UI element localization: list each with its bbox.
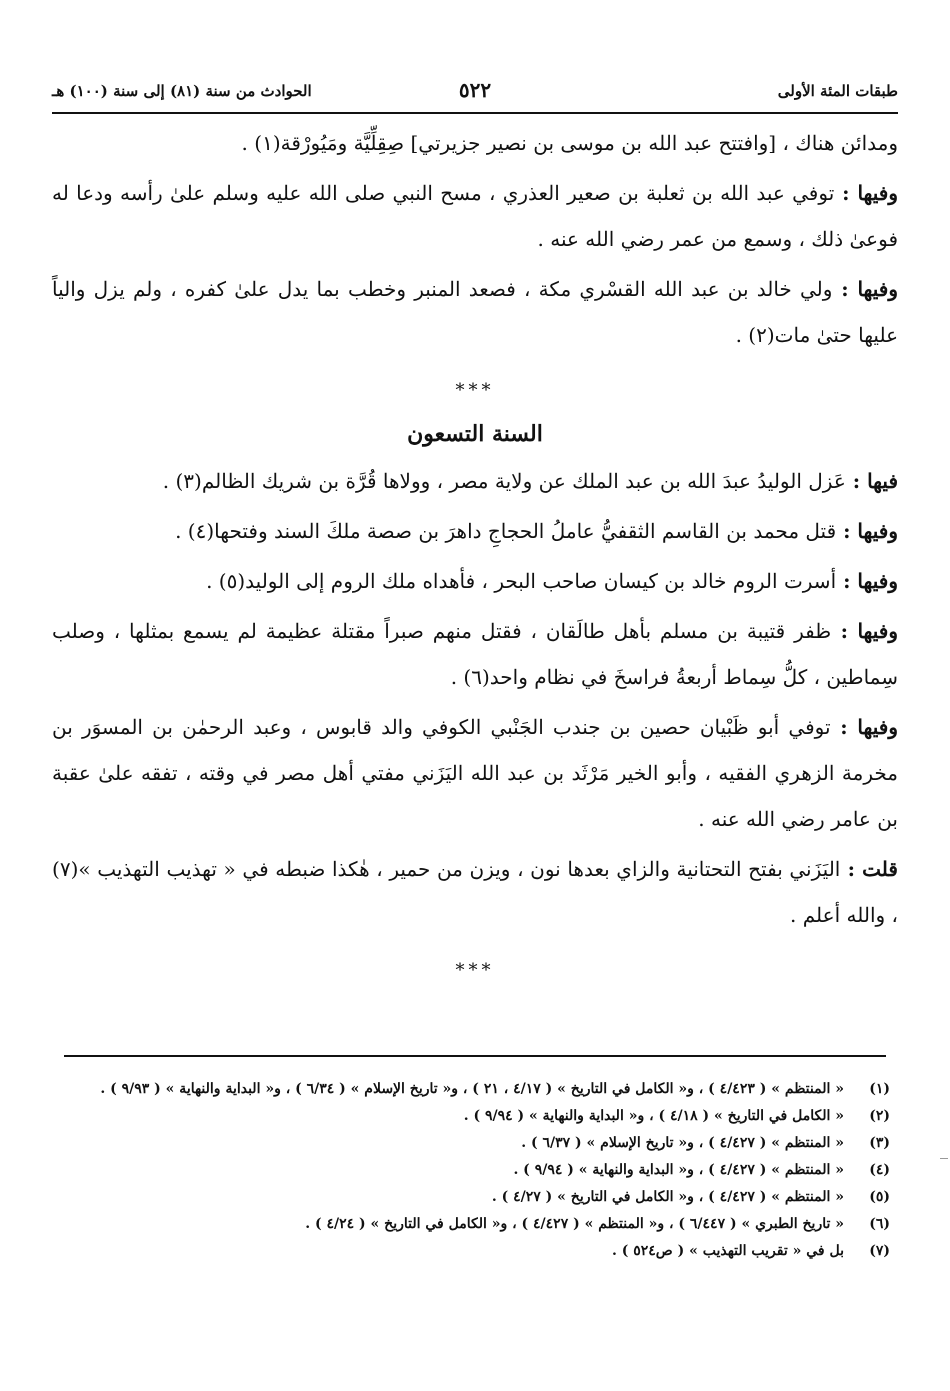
paragraph-lead: قلت : xyxy=(840,857,898,881)
paragraph-lead: وفيها : xyxy=(830,715,898,739)
footnote-text: « المنتظم » ( ٤/٤٢٣ ) ، و« الكامل في التاريخ » ( ٤/١٧ ، ٢١ ) ، و« تاريخ الإسلام » ( ٦/٣٤ ) ، و« البداية والنهاية » ( ٩/٩٣ ) . xyxy=(100,1081,844,1097)
paragraph-text: أسرت الروم خالد بن كيسان صاحب البحر ، فأهداه ملك الروم إلى الوليد(٥) . xyxy=(206,569,837,593)
section-range: الحوادث من سنة (٨١) إلى سنة (١٠٠) هـ xyxy=(52,82,312,100)
page-number: ٥٢٢ xyxy=(458,78,492,102)
paragraph-5 xyxy=(52,508,898,554)
footnote xyxy=(64,1157,890,1184)
footnote-text: « المنتظم » ( ٤/٤٢٧ ) ، و« تاريخ الإسلام » ( ٦/٣٧ ) . xyxy=(521,1135,844,1151)
paragraph-text: عَزل الوليدُ عبدَ الله بن عبد الملك عن ولاية مصر ، وولاها قُرَّة بن شريك الظالم(٣) . xyxy=(162,469,846,493)
footnote-text: بل في « تقريب التهذيب » ( ص٥٢٤ ) . xyxy=(611,1243,844,1259)
footnote-number: (١) xyxy=(869,1081,890,1097)
footnotes xyxy=(64,1076,890,1265)
paragraph-lead: وفيها : xyxy=(836,569,898,593)
header-rule xyxy=(52,112,898,114)
footnote-number: (٣) xyxy=(869,1135,890,1151)
scan-margin-mark xyxy=(940,1158,948,1159)
footnote-number: (٧) xyxy=(869,1243,890,1259)
footnote-text: « المنتظم » ( ٤/٤٢٧ ) ، و« الكامل في التاريخ » ( ٤/٢٧ ) . xyxy=(491,1189,844,1205)
paragraph-text: ظفر قتيبة بن مسلم بأهل طالَقان ، فقتل منهم صبراً مقتلة عظيمة لم يسمع بمثلها ، وصلب سِماطين ، كلُّ سِماط أربعةُ فراسخَ في نظام واحد(٦) . xyxy=(52,619,898,689)
footnote xyxy=(64,1184,890,1211)
paragraph-text: ومدائن هناك ، [وافتتح عبد الله بن موسى بن نصير جزيرتي] صِقِلِّيَّة ومَيُورْقة(١) . xyxy=(241,131,898,155)
paragraph-lead: وفيها : xyxy=(832,277,899,301)
paragraph-9 xyxy=(52,846,898,938)
main-text xyxy=(52,120,898,996)
footnote xyxy=(64,1130,890,1157)
paragraph-1 xyxy=(52,120,898,166)
paragraph-lead: وفيها : xyxy=(831,619,899,643)
footnote-number: (٥) xyxy=(869,1189,890,1205)
paragraph-text: قتل محمد بن القاسم الثقفيُّ عاملُ الحجاجِ داهرَ بن صصة ملكَ السند وفتحها(٤) . xyxy=(175,519,837,543)
paragraph-text: اليَزَني بفتح التحتانية والزاي بعدها نون ، ويزن من حمير ، هٰكذا ضبطه في « تهذيب التهذيب »(٧) ، والله أعلم . xyxy=(52,857,898,927)
paragraph-6 xyxy=(52,558,898,604)
paragraph-text: ولي خالد بن عبد الله القسْري مكة ، فصعد المنبر وخطب بما يدل علىٰ كفره ، ولم يزل والياً عليها حتىٰ مات(٢) . xyxy=(52,277,898,347)
footnote-number: (٤) xyxy=(869,1162,890,1178)
section-separator: *** xyxy=(455,380,495,401)
paragraph-8 xyxy=(52,704,898,842)
footnote-text: « الكامل في التاريخ » ( ٤/١٨ ) ، و« البداية والنهاية » ( ٩/٩٤ ) . xyxy=(463,1108,844,1124)
paragraph-lead: وفيها : xyxy=(836,519,898,543)
footnote-text: « المنتظم » ( ٤/٤٢٧ ) ، و« البداية والنهاية » ( ٩/٩٤ ) . xyxy=(513,1162,844,1178)
footnote-text: « تاريخ الطبري » ( ٦/٤٤٧ ) ، و« المنتظم » ( ٤/٤٢٧ ) ، و« الكامل في التاريخ » ( ٤/٢٤ ) . xyxy=(305,1216,844,1232)
paragraph-4 xyxy=(52,458,898,504)
footnote-number: (٢) xyxy=(869,1108,890,1124)
paragraph-text: توفي عبد الله بن ثعلبة بن صعير العذري ، مسح النبي صلى الله عليه وسلم علىٰ رأسه ودعا له فوعىٰ ذلك ، وسمع من عمر رضي الله عنه . xyxy=(52,181,898,251)
section-title: السنة التسعون xyxy=(407,421,543,447)
footnote-rule xyxy=(64,1055,886,1057)
running-header xyxy=(52,78,898,108)
footnote xyxy=(64,1076,890,1103)
paragraph-lead: وفيها : xyxy=(834,181,899,205)
footnote xyxy=(64,1103,890,1130)
paragraph-lead: فيها : xyxy=(845,469,898,493)
running-title: طبقات المئة الأولى xyxy=(777,82,898,100)
footnote xyxy=(64,1238,890,1265)
section-separator: *** xyxy=(455,960,495,981)
footnote-number: (٦) xyxy=(869,1216,890,1232)
footnote xyxy=(64,1211,890,1238)
paragraph-2 xyxy=(52,170,898,262)
paragraph-7 xyxy=(52,608,898,700)
paragraph-3 xyxy=(52,266,898,358)
paragraph-text: توفي أبو ظَبْيان حصين بن جندب الجَنْبي الكوفي والد قابوس ، وعبد الرحمٰن بن المسوَر بن مخرمة الزهري الفقيه ، وأبو الخير مَرْثَد بن عبد الله اليَزَني مفتي أهل مصر في وقته ، تفقه علىٰ عقبة بن عامر رضي الله عنه . xyxy=(52,715,898,831)
